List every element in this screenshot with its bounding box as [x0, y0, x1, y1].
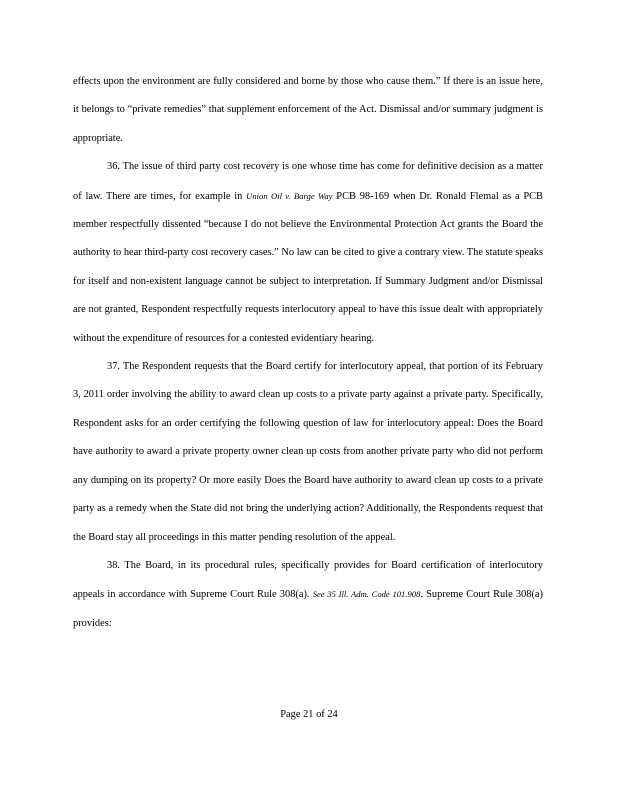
page-number: Page 21 of 24 — [280, 709, 338, 720]
page-footer — [0, 709, 618, 720]
paragraph-continued — [73, 68, 543, 153]
code-citation: See 35 Ill. Adm. Code 101.908 — [312, 589, 421, 600]
paragraph-text: PCB 98-169 when Dr. Ronald Flemal as a PCB member respectfully dissented “because I do not believe the Environmental Protection Act grants the Board the authority to hear third-party cost recovery cases.” No law can be cited to give a contrary view. The statute speaks for itself and non-existent language cannot be subject to interpretation. If Summary Judgment and/or Dismissal are not granted, Respondent respectfully requests interlocutory appeal to have this issue dealt with appropriately without the expenditure of resources for a contested evidentiary hearing. — [73, 190, 543, 344]
case-citation: Union Oil v. Barge Way — [246, 190, 333, 201]
paragraph-text: 38. The Board, in its procedural rules, specifically provides for Board certification of interlocutory appeals in accordance with Supreme Court Rule 308(a). — [73, 559, 543, 601]
paragraph-36 — [73, 153, 543, 353]
paragraph-38 — [73, 552, 543, 638]
body-text — [73, 68, 543, 638]
paragraph-text: . Supreme Court Rule 308(a) provides: — [73, 589, 543, 629]
paragraph-text: effects upon the environment are fully considered and borne by those who cause them.” If there is an issue here, it belongs to “private remedies” that supplement enforcement of the Act. Dismissal and/or summary judgment is appropriate. — [73, 76, 543, 144]
paragraph-37 — [73, 353, 543, 552]
paragraph-text: 37. The Respondent requests that the Board certify for interlocutory appeal, that portion of its February 3, 2011 order involving the ability to award clean up costs to a private party against a private party. Specifically, Respondent asks for an order certifying the following question of law for interlocutory appeal: Does the Board have authority to award a private property owner clean up costs from another private party who did not perform any dumping on its property? Or more easily Does the Board have authority to award clean up costs to a private party as a remedy when the State did not bring the underlying action? Additionally, the Respondents request that the Board stay all proceedings in this matter pending resolution of the appeal. — [73, 361, 543, 543]
paragraph-text: 36. The issue of third party cost recovery is one whose time has come for definitive decision as a matter of law. There are times, for example in — [73, 161, 543, 202]
